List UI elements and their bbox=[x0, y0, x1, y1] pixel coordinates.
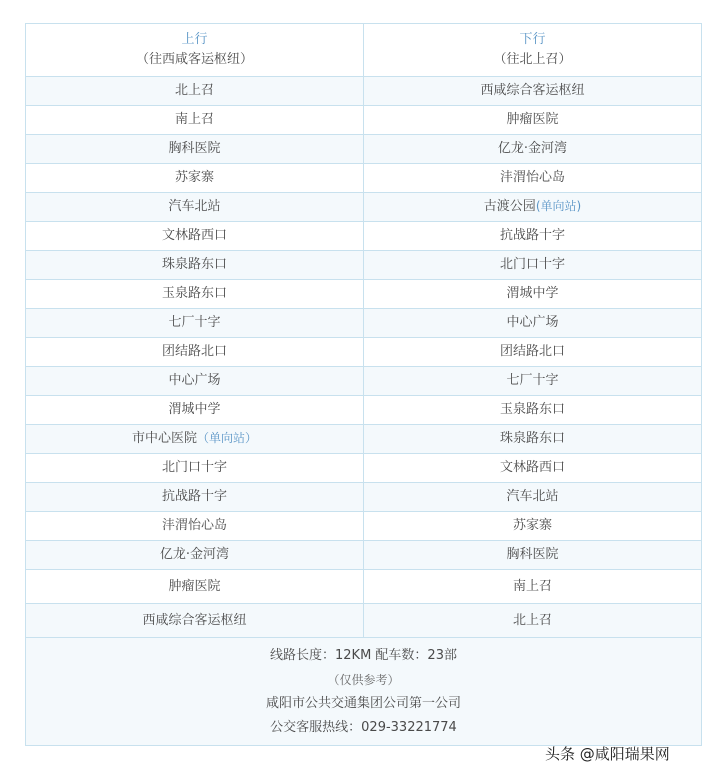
up-stop-name: 南上召 bbox=[174, 112, 214, 128]
route-table-container bbox=[25, 23, 702, 746]
down-stop-cell bbox=[364, 309, 702, 338]
table-row bbox=[26, 425, 702, 454]
watermark-text: 头条 @咸阳瑞果网 bbox=[545, 745, 670, 763]
down-stop-cell bbox=[364, 193, 702, 222]
up-stop-name: 苏家寨 bbox=[174, 170, 214, 186]
up-stop-name: 文林路西口 bbox=[161, 228, 227, 244]
table-row bbox=[26, 135, 702, 164]
up-stop-cell bbox=[26, 251, 364, 280]
down-stop-cell bbox=[364, 512, 702, 541]
up-stop-name: 团结路北口 bbox=[161, 344, 227, 360]
reference-note: （仅供参考） bbox=[327, 672, 400, 687]
down-stop-name: 亿龙·金河湾 bbox=[497, 141, 568, 157]
up-direction-subtitle: （往西咸客运枢纽） bbox=[135, 52, 253, 67]
down-stop-note: (单向站) bbox=[535, 199, 582, 214]
down-stop-name: 团结路北口 bbox=[499, 344, 565, 360]
up-stop-cell bbox=[26, 338, 364, 367]
down-stop-cell bbox=[364, 425, 702, 454]
down-stop-cell bbox=[364, 222, 702, 251]
down-stop-name: 文林路西口 bbox=[499, 460, 565, 476]
route-info-cell bbox=[26, 638, 702, 746]
up-stop-cell bbox=[26, 604, 364, 638]
down-stop-cell bbox=[364, 570, 702, 604]
up-stop-cell bbox=[26, 164, 364, 193]
down-stop-cell bbox=[364, 251, 702, 280]
up-stop-note: （单向站） bbox=[197, 431, 258, 446]
down-stop-name: 沣渭怡心岛 bbox=[499, 170, 565, 186]
down-stop-name: 玉泉路东口 bbox=[499, 402, 565, 418]
up-stop-cell bbox=[26, 512, 364, 541]
down-stop-name: 珠泉路东口 bbox=[499, 431, 565, 447]
up-stop-name: 北门口十字 bbox=[161, 460, 227, 476]
up-stop-name: 西咸综合客运枢纽 bbox=[142, 612, 247, 628]
down-stop-name: 七厂十字 bbox=[506, 373, 559, 389]
up-stop-name: 市中心医院 bbox=[131, 431, 197, 447]
up-stop-cell bbox=[26, 483, 364, 512]
down-stop-name: 西咸综合客运枢纽 bbox=[480, 83, 585, 99]
down-stop-cell bbox=[364, 106, 702, 135]
up-stop-cell bbox=[26, 541, 364, 570]
up-stop-name: 珠泉路东口 bbox=[161, 257, 227, 273]
table-row bbox=[26, 604, 702, 638]
down-stop-cell bbox=[364, 483, 702, 512]
down-stop-cell bbox=[364, 541, 702, 570]
up-stop-name: 沣渭怡心岛 bbox=[161, 518, 227, 534]
route-length-text: 线路长度：12KM 配车数：23部 bbox=[270, 647, 457, 663]
down-stop-cell bbox=[364, 135, 702, 164]
route-info-row bbox=[26, 638, 702, 746]
bus-route-table bbox=[25, 23, 702, 746]
down-direction-subtitle: （往北上召） bbox=[493, 52, 572, 67]
down-stop-name: 渭城中学 bbox=[506, 286, 559, 302]
down-stop-name: 汽车北站 bbox=[506, 489, 559, 505]
table-row bbox=[26, 338, 702, 367]
down-stop-cell bbox=[364, 604, 702, 638]
down-stop-cell bbox=[364, 164, 702, 193]
table-row bbox=[26, 164, 702, 193]
up-stop-name: 渭城中学 bbox=[168, 402, 221, 418]
table-row bbox=[26, 454, 702, 483]
down-stop-name: 苏家寨 bbox=[512, 518, 552, 534]
table-row bbox=[26, 367, 702, 396]
header-row bbox=[26, 24, 702, 77]
down-stop-name: 北上召 bbox=[512, 612, 552, 628]
up-stop-name: 北上召 bbox=[174, 83, 214, 99]
route-table-body bbox=[26, 24, 702, 746]
table-row bbox=[26, 483, 702, 512]
down-stop-cell bbox=[364, 454, 702, 483]
up-stop-cell bbox=[26, 77, 364, 106]
down-stop-cell bbox=[364, 77, 702, 106]
table-row bbox=[26, 251, 702, 280]
up-stop-cell bbox=[26, 367, 364, 396]
up-stop-name: 肿瘤医院 bbox=[168, 578, 221, 594]
down-stop-cell bbox=[364, 396, 702, 425]
up-direction-header bbox=[26, 24, 364, 77]
up-stop-cell bbox=[26, 280, 364, 309]
down-stop-name: 肿瘤医院 bbox=[506, 112, 559, 128]
up-stop-cell bbox=[26, 309, 364, 338]
up-stop-cell bbox=[26, 454, 364, 483]
down-stop-name: 南上召 bbox=[512, 578, 552, 594]
table-row bbox=[26, 77, 702, 106]
operator-name: 咸阳市公共交通集团公司第一公司 bbox=[265, 695, 461, 711]
up-stop-name: 玉泉路东口 bbox=[161, 286, 227, 302]
up-stop-name: 亿龙·金河湾 bbox=[159, 547, 230, 563]
table-row bbox=[26, 512, 702, 541]
table-row bbox=[26, 570, 702, 604]
table-row bbox=[26, 396, 702, 425]
up-stop-cell bbox=[26, 135, 364, 164]
down-stop-cell bbox=[364, 367, 702, 396]
down-stop-name: 古渡公园 bbox=[483, 199, 536, 215]
up-stop-name: 七厂十字 bbox=[168, 315, 221, 331]
down-direction-header bbox=[364, 24, 702, 77]
table-row bbox=[26, 193, 702, 222]
up-stop-cell bbox=[26, 106, 364, 135]
down-stop-name: 抗战路十字 bbox=[499, 228, 565, 244]
up-stop-cell bbox=[26, 222, 364, 251]
up-direction-title: 上行 bbox=[181, 32, 208, 48]
table-row bbox=[26, 222, 702, 251]
up-stop-cell bbox=[26, 425, 364, 454]
down-stop-cell bbox=[364, 338, 702, 367]
down-stop-name: 北门口十字 bbox=[499, 257, 565, 273]
down-stop-name: 胸科医院 bbox=[506, 547, 559, 563]
down-direction-title: 下行 bbox=[519, 32, 546, 48]
up-stop-cell bbox=[26, 396, 364, 425]
table-row bbox=[26, 309, 702, 338]
hotline-text: 公交客服热线：029-33221774 bbox=[270, 719, 457, 735]
up-stop-cell bbox=[26, 570, 364, 604]
up-stop-name: 中心广场 bbox=[168, 373, 221, 389]
up-stop-name: 胸科医院 bbox=[168, 141, 221, 157]
up-stop-name: 汽车北站 bbox=[168, 199, 221, 215]
table-row bbox=[26, 280, 702, 309]
up-stop-cell bbox=[26, 193, 364, 222]
down-stop-cell bbox=[364, 280, 702, 309]
down-stop-name: 中心广场 bbox=[506, 315, 559, 331]
up-stop-name: 抗战路十字 bbox=[161, 489, 227, 505]
table-row bbox=[26, 106, 702, 135]
table-row bbox=[26, 541, 702, 570]
